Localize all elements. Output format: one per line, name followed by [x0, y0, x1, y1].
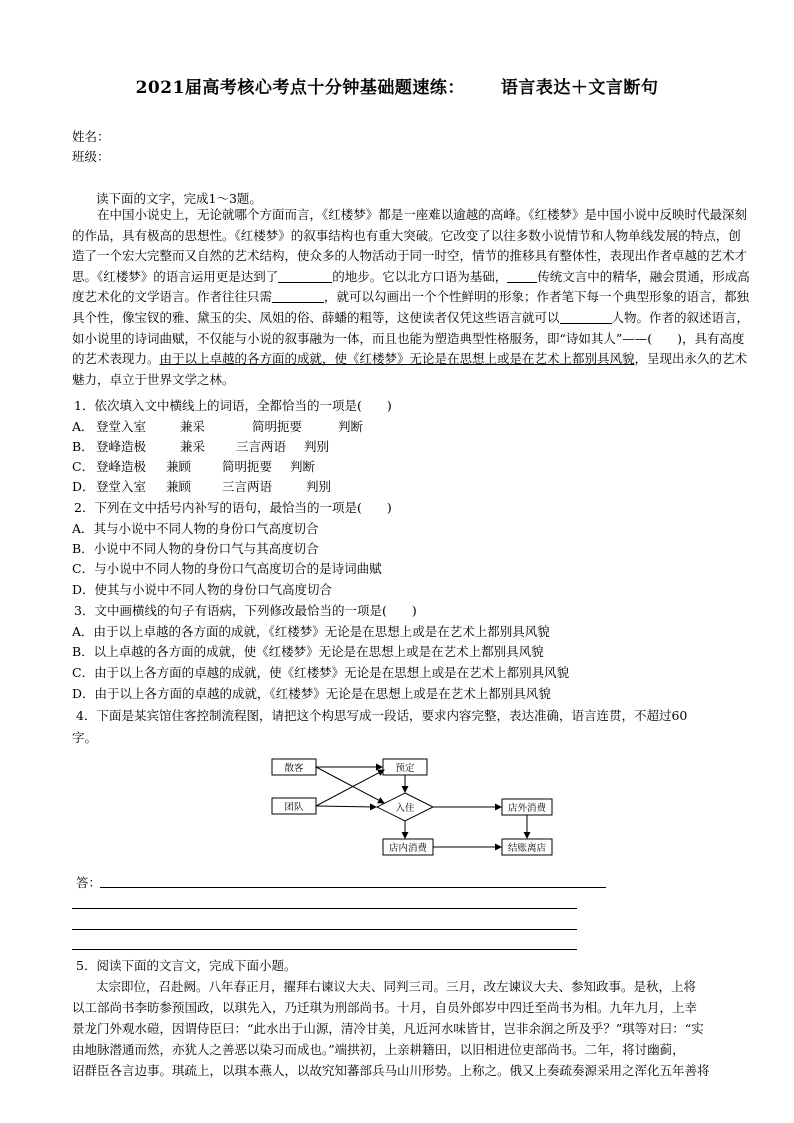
- page-title: [0, 73, 794, 98]
- passage-text-4: ，就可以勾画出一个个性鲜明的形象；作者笔下每一个典型形象的语言，都独具个性，像宝钗的雅、黛玉的尖、凤姐的俗、薛蟠的粗等，这使读者仅凭这些语言就可以: [72, 289, 750, 325]
- passage-text-5: 人物。作者的叙述语言，如小说里的诗词曲赋，不仅能与小说的叙事融为一体，而且也能为塑造典型性格服务，即“诗如其人”——( )，具有高度的艺术表现力。: [72, 309, 750, 367]
- classical-text-line-4: 由地脉潜通而然，亦犹人之善恶以染习而成也。”端拱初，上亲耕籍田，以旧相进位吏部尚书。二年，将讨幽蓟，: [72, 1042, 685, 1057]
- arrow-group-checkin: [316, 806, 376, 807]
- label-checkin: 入住: [395, 803, 415, 814]
- class-field: 班级：: [72, 149, 110, 164]
- name-field: 姓名：: [72, 129, 110, 144]
- passage-text-3: 传统文言中的精华，融会贯通，形成高度艺术化的文学语言。作者往往只需: [72, 268, 750, 305]
- arrow-guest-checkin: [316, 767, 384, 803]
- q4-stem: 4．下面是某宾馆住客控制流程图，请把这个构思写成一段话，要求内容完整，表达准确，语言连贯，不超过60: [76, 708, 688, 723]
- blank-3: [272, 288, 324, 303]
- q3-option-b[interactable]: B．以上卓越的各方面的成就，使《红楼梦》无论是在思想上或是在艺术上都别具风貌: [72, 644, 544, 659]
- answer-label: 答：: [76, 875, 102, 890]
- title-sub: 语言表达＋文言断句: [500, 78, 659, 98]
- q1-option-a[interactable]: A． 登堂入室 兼采 简明扼要 判断: [72, 419, 364, 434]
- underlined-sentence: 由于以上卓越的各方面的成就，使《红楼梦》无论是在思想上或是在艺术上都别具风貌: [159, 351, 635, 367]
- reading-instruction: 读下面的文字，完成1～3题。: [96, 191, 262, 206]
- q3-option-a[interactable]: A．由于以上卓越的各方面的成就，《红楼梦》无论是在思想上或是在艺术上都别具风貌: [72, 624, 550, 639]
- q5-stem: 5．阅读下面的文言文，完成下面小题。: [76, 958, 297, 973]
- passage-text-7: ，呈现出永久的艺术魅力，卓立于世界文学之林。: [72, 351, 748, 387]
- label-checkout: 结账离店: [507, 843, 547, 854]
- label-inside: 店内消费: [388, 843, 428, 854]
- blank-4: [560, 309, 612, 324]
- q1-option-c[interactable]: C． 登峰造极 兼顾 简明扼要 判断: [72, 459, 316, 474]
- passage: [72, 205, 750, 390]
- classical-text-line-3: 景龙门外观水磑，因谓侍臣曰：“此水出于山源，清冷甘美，凡近河水味皆甘，岂非余润之所及乎？”琪等对曰：“实: [72, 1021, 704, 1036]
- answer-line-1[interactable]: [100, 887, 606, 888]
- q2-option-d[interactable]: D．使其与小说中不同人物的身份口气高度切合: [72, 582, 333, 597]
- q4-stem-end: 字。: [72, 730, 98, 745]
- q1-option-d[interactable]: D．登堂入室 兼顾 三言两语 判别: [72, 479, 332, 494]
- passage-text-1: 在中国小说史上，无论就哪个方面而言，《红楼梦》都是一座难以逾越的高峰。《红楼梦》是中国小说中反映时代最深刻的作品，具有极高的思想性。《红楼梦》的叙事结构也有重大突破。它改变了以往多数小说情节和人物单线发展的特点，创造了一个宏大完整而又自然的艺术结构，使众多的人物活动于同一时空，情节的推移具有整体性，表现出作者卓越的艺术才思。《红楼梦》的语言运用更是达到了: [72, 207, 748, 284]
- q3-option-d[interactable]: D．由于以上各方面的卓越的成就，《红楼梦》无论是在思想上或是在艺术上都别具风貌: [72, 686, 551, 701]
- q3-stem: 3．文中画横线的句子有语病，下列修改最恰当的一项是( ): [74, 603, 417, 618]
- label-group: 团队: [284, 802, 304, 813]
- blank-2: [507, 268, 537, 283]
- answer-line-3[interactable]: [72, 929, 577, 930]
- q1-stem: 1．依次填入文中横线上的词语，全都恰当的一项是( ): [74, 398, 392, 413]
- q2-stem: 2．下列在文中括号内补写的语句，最恰当的一项是( ): [74, 500, 392, 515]
- q2-option-b[interactable]: B．小说中不同人物的身份口气与其高度切合: [72, 541, 319, 556]
- q1-option-b[interactable]: B． 登峰造极 兼采 三言两语 判别: [72, 439, 330, 454]
- label-outside: 店外消费: [507, 803, 547, 814]
- q2-option-a[interactable]: A．其与小说中不同人物的身份口气高度切合: [72, 521, 319, 536]
- q3-option-c[interactable]: C．由于以上各方面的卓越的成就，使《红楼梦》无论是在思想上或是在艺术上都别具风貌: [72, 665, 570, 680]
- hotel-flowchart: [260, 752, 560, 862]
- blank-1: [278, 268, 332, 283]
- classical-text-line-5: 诏群臣各言边事。琪疏上，以琪本燕人，以故究知蕃部兵马山川形势。上称之。俄又上奏疏奏源采用之浑化五年善将: [72, 1063, 710, 1078]
- classical-text-line-2: 以工部尚书李昉参预国政，以琪先入，乃迁琪为刑部尚书。十月，自员外郎岁中四迁至尚书为相。九年九月，上幸: [72, 1000, 698, 1015]
- answer-line-2[interactable]: [72, 908, 577, 909]
- arrow-group-reserve: [316, 770, 384, 806]
- passage-text-2: 的地步。它以北方口语为基础，: [332, 268, 508, 284]
- answer-line-4[interactable]: [72, 949, 577, 950]
- q2-option-c[interactable]: C．与小说中不同人物的身份口气高度切合的是诗词曲赋: [72, 561, 382, 576]
- label-guest: 散客: [284, 763, 304, 774]
- classical-text-line-1: 太宗即位，召赴阙。八年春正月，擢拜右谏议大夫、同判三司。三月，改左谏议大夫、参知政事。是秋，上将: [96, 979, 697, 994]
- title-main: 2021届高考核心考点十分钟基础题速练：: [135, 78, 465, 98]
- label-reserve: 预定: [395, 763, 415, 774]
